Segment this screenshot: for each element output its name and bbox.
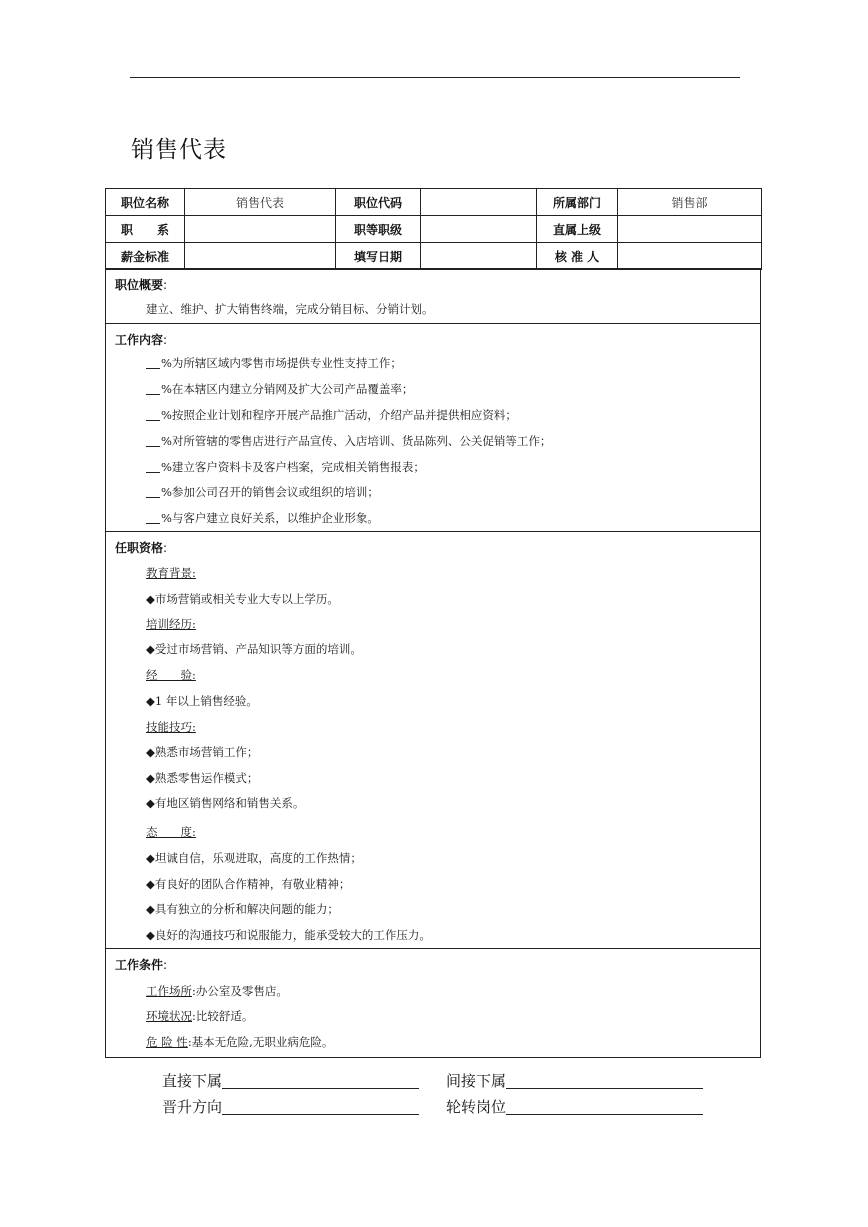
approver-label: 核 准 人 xyxy=(537,243,618,270)
list-item: ◆1 年以上销售经验。 xyxy=(146,694,258,708)
position-name-value: 销售代表 xyxy=(185,189,336,216)
position-code-value xyxy=(421,189,537,216)
duty-text: %在本辖区内建立分销网及扩大公司产品覆盖率； xyxy=(161,382,414,396)
conditions-heading-colon: : xyxy=(163,958,168,972)
direct-subordinate-blank[interactable] xyxy=(222,1072,419,1089)
table-row xyxy=(106,189,762,216)
list-item: ◆有地区销售网络和销售关系。 xyxy=(146,796,305,810)
grade-label: 职等职级 xyxy=(336,216,421,243)
summary-heading-colon: : xyxy=(163,278,168,292)
qualifications-heading-text: 任职资格 xyxy=(115,541,164,555)
risk-row xyxy=(146,1034,333,1050)
conditions-heading xyxy=(115,956,167,973)
qualifications-heading-colon: : xyxy=(163,541,168,555)
workplace-label: 工作场所 xyxy=(146,984,192,998)
table-row xyxy=(106,243,762,270)
salary-value xyxy=(185,243,336,270)
percent-blank xyxy=(146,356,160,369)
percent-blank xyxy=(146,485,160,498)
list-item: ◆具有独立的分析和解决问题的能力； xyxy=(146,902,339,916)
rotation-label: 轮转岗位 xyxy=(446,1098,507,1116)
promotion-row xyxy=(162,1096,419,1117)
list-item: ◆受过市场营销、产品知识等方面的培训。 xyxy=(146,642,362,656)
percent-blank xyxy=(146,382,160,395)
position-name-label: 职位名称 xyxy=(106,189,185,216)
attitude-label: 态 度: xyxy=(146,825,196,839)
department-value: 销售部 xyxy=(618,189,762,216)
direct-subordinate-row xyxy=(162,1070,419,1091)
department-label: 所属部门 xyxy=(537,189,618,216)
experience-label: 经 验: xyxy=(146,668,196,682)
summary-heading xyxy=(115,276,167,293)
list-item: ◆市场营销或相关专业大专以上学历。 xyxy=(146,592,339,606)
list-item xyxy=(146,355,402,371)
rotation-row xyxy=(446,1096,703,1117)
qualifications-section xyxy=(105,531,761,949)
training-label: 培训经历: xyxy=(146,617,196,631)
workplace-value: :办公室及零售店。 xyxy=(192,984,288,998)
percent-blank xyxy=(146,408,160,421)
workplace-row xyxy=(146,983,288,999)
list-item xyxy=(146,381,413,397)
list-item xyxy=(146,433,551,449)
conditions-section xyxy=(105,948,761,1058)
rotation-blank[interactable] xyxy=(506,1098,703,1115)
summary-section xyxy=(105,268,761,324)
list-item xyxy=(146,484,379,500)
position-code-label: 职位代码 xyxy=(336,189,421,216)
risk-value: :基本无危险,无职业病危险。 xyxy=(187,1035,334,1049)
conditions-heading-text: 工作条件 xyxy=(115,958,164,972)
promotion-blank[interactable] xyxy=(222,1098,419,1115)
list-item xyxy=(146,510,379,526)
list-item: ◆有良好的团队合作精神，有敬业精神； xyxy=(146,877,351,891)
environment-value: :比较舒适。 xyxy=(192,1009,254,1023)
indirect-subordinate-blank[interactable] xyxy=(506,1072,703,1089)
duty-text: %建立客户资料卡及客户档案，完成相关销售报表； xyxy=(161,460,425,474)
duty-text: %为所辖区域内零售市场提供专业性支持工作； xyxy=(161,356,402,370)
skills-label: 技能技巧: xyxy=(146,720,196,734)
date-value xyxy=(421,243,537,270)
page-title: 销售代表 xyxy=(131,137,227,163)
salary-label: 薪金标准 xyxy=(106,243,185,270)
environment-row xyxy=(146,1008,253,1024)
direct-subordinate-label: 直接下属 xyxy=(162,1072,223,1090)
duties-heading xyxy=(115,331,167,348)
percent-blank xyxy=(146,434,160,447)
header-rule xyxy=(130,77,740,78)
indirect-subordinate-row xyxy=(446,1070,703,1091)
duties-section xyxy=(105,323,761,532)
list-item xyxy=(146,407,517,423)
approver-value xyxy=(618,243,762,270)
list-item: ◆熟悉市场营销工作； xyxy=(146,745,259,759)
percent-blank xyxy=(146,460,160,473)
indirect-subordinate-label: 间接下属 xyxy=(446,1072,507,1090)
percent-blank xyxy=(146,511,160,524)
duty-text: %按照企业计划和程序开展产品推广活动，介绍产品并提供相应资料； xyxy=(161,408,517,422)
list-item xyxy=(146,459,425,475)
duty-text: %对所管辖的零售店进行产品宣传、入店培训、货品陈列、公关促销等工作； xyxy=(161,434,552,448)
education-label: 教育背景: xyxy=(146,566,196,580)
duty-text: %参加公司召开的销售会议或组织的培训； xyxy=(161,485,379,499)
environment-label: 环境状况 xyxy=(146,1009,192,1023)
summary-heading-text: 职位概要 xyxy=(115,278,164,292)
summary-text: 建立、维护、扩大销售终端，完成分销目标、分销计划。 xyxy=(146,302,434,316)
position-info-table xyxy=(105,188,762,270)
grade-value xyxy=(421,216,537,243)
qualifications-heading xyxy=(115,539,167,556)
list-item: ◆熟悉零售运作模式； xyxy=(146,771,259,785)
duty-text: %与客户建立良好关系，以维护企业形象。 xyxy=(161,511,379,525)
risk-label: 危 险 性 xyxy=(146,1035,188,1049)
table-row xyxy=(106,216,762,243)
list-item: ◆良好的沟通技巧和说服能力，能承受较大的工作压力。 xyxy=(146,928,431,942)
list-item: ◆坦诚自信，乐观进取，高度的工作热情； xyxy=(146,851,362,865)
superior-label: 直属上级 xyxy=(537,216,618,243)
promotion-label: 晋升方向 xyxy=(162,1098,223,1116)
superior-value xyxy=(618,216,762,243)
series-value xyxy=(185,216,336,243)
series-label: 职 系 xyxy=(106,216,185,243)
duties-heading-colon: : xyxy=(163,333,168,347)
date-label: 填写日期 xyxy=(336,243,421,270)
duties-heading-text: 工作内容 xyxy=(115,333,164,347)
